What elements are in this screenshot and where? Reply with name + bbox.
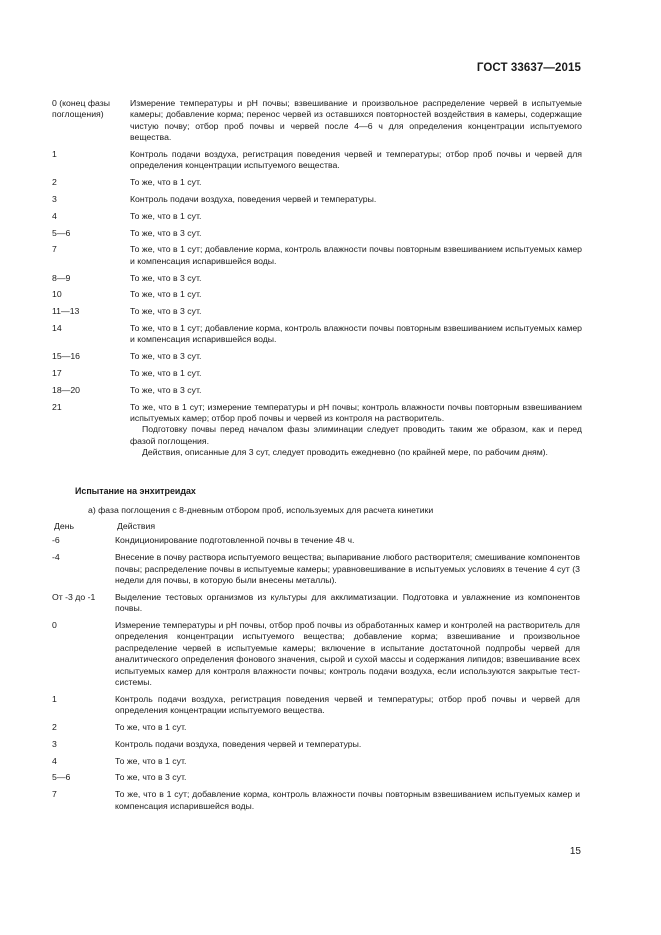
action-cell: То же, что в 3 сут. [130, 306, 202, 317]
table-row [52, 273, 582, 284]
day-cell: 5—6 [52, 227, 71, 238]
table-row [52, 211, 582, 222]
action-cell: То же, что в 3 сут. [130, 272, 202, 283]
table-row [52, 289, 582, 300]
table-row [52, 194, 582, 205]
action-cell: То же, что в 1 сут. [130, 210, 202, 221]
day-cell: 3 [52, 738, 57, 749]
table-row [52, 756, 580, 767]
action-cell: То же, что в 1 сут; добавление корма, контроль влажности почвы повторным взвешиванием испытуемых камер и компенсация испарившейся воды. [130, 244, 582, 266]
day-cell: 0 [52, 620, 57, 631]
table-row [52, 694, 580, 717]
action-cell: Измерение температуры и pH почвы, отбор проб почвы из обработанных камер и контролей на растворитель для определения концентрации испытуемого вещества; добавление корма; взвешивание и произвольное распределение червей в испытуемые камеры; включение в испытание достаточной подпробы червей для аналитического определения фонового значения, сырой и сухой массы и содержания липидов; взвешивание всех испытуемых камер для контроля влажности почвы; контроль подачи воздуха, если используются закрытые тест-системы. [115, 620, 580, 688]
action-cell: То же, что в 1 сут; добавление корма, контроль влажности почвы повторным взвешиванием испытуемых камер и компенсация испарившейся воды. [130, 323, 582, 345]
document-number: ГОСТ 33637—2015 [476, 62, 581, 74]
action-cell: То же, что в 1 сут. [130, 289, 202, 300]
day-cell: 18—20 [52, 384, 81, 395]
action-cell: То же, что в 3 сут. [115, 772, 187, 783]
action-cell: Кондиционирование подготовленной почвы в течение 48 ч. [115, 535, 355, 546]
day-cell: 1 [52, 693, 57, 704]
table-row [52, 552, 580, 586]
table-row [52, 368, 582, 379]
day-cell: 3 [52, 194, 57, 205]
day-cell: 1 [52, 149, 57, 160]
column-header-day: День [54, 521, 75, 531]
column-header-action: Действия [117, 521, 156, 531]
action-cell: То же, что в 1 сут; добавление корма, контроль влажности почвы повторным взвешиванием испытуемых камер и компенсация испарившейся воды. [115, 789, 580, 811]
action-cell: То же, что в 1 сут. [115, 722, 187, 733]
table-row [52, 772, 580, 783]
day-cell: -4 [52, 552, 60, 563]
action-cell: Выделение тестовых организмов из культуры для акклиматизации. Подготовка и увлажнение из компонентов почвы. [115, 591, 580, 614]
uptake-schedule-table [52, 521, 580, 817]
action-cell: Контроль подачи воздуха, поведения червей и температуры. [115, 738, 362, 749]
table-row [52, 722, 580, 733]
table-row [52, 592, 580, 615]
action-cell: То же, что в 3 сут. [130, 384, 202, 395]
action-cell: Контроль подачи воздуха, поведения червей и температуры. [130, 194, 377, 205]
day-cell: 2 [52, 722, 57, 733]
day-cell: 14 [52, 323, 62, 333]
day-cell: 21 [52, 401, 62, 412]
table-row [52, 323, 582, 346]
elimination-schedule-table [52, 98, 582, 464]
day-cell: 0 (конец фазы поглощения) [52, 98, 110, 120]
day-cell: 4 [52, 755, 57, 766]
table-row [52, 244, 582, 267]
day-cell: 17 [52, 368, 62, 378]
table-row [52, 385, 582, 396]
day-cell: 7 [52, 789, 57, 800]
day-cell: -6 [52, 535, 60, 546]
day-cell: 2 [52, 177, 57, 188]
table-row [52, 789, 580, 812]
table-row [52, 306, 582, 317]
action-cell: То же, что в 1 сут. [115, 755, 187, 766]
day-cell: 7 [52, 244, 57, 255]
action-cell: То же, что в 3 сут. [130, 351, 202, 362]
table-row [52, 98, 582, 144]
action-cell: То же, что в 1 сут; измерение температуры и pH почвы; контроль влажности почвы повторным взвешиванием испытуемых камер; отбор проб почвы и червей из контроля на растворитель. Подготовку почвы перед началом фазы элиминации следует проводить таким же образом, как и перед фазой поглощения. Действия, описанные для 3 сут, следует проводить ежедневно (по крайней мере, по рабочим дням). [130, 401, 582, 458]
day-cell: 4 [52, 210, 57, 221]
section-subtitle: а) фаза поглощения с 8-дневным отбором проб, используемых для расчета кинетики [88, 505, 434, 515]
action-cell: То же, что в 3 сут. [130, 227, 202, 238]
day-cell: 5—6 [52, 772, 71, 783]
table-row [52, 228, 582, 239]
action-cell: То же, что в 1 сут. [130, 177, 202, 188]
page-number: 15 [569, 846, 581, 857]
action-cell: Внесение в почву раствора испытуемого вещества; выпаривание любого растворителя; смешивание компонентов почвы; распределение почвы в испытуемые камеры; уравновешивание в испытуемых условиях в течение 4 сут (3 недели для почвы, в которую были внесены металлы). [115, 552, 580, 586]
table-header-row [52, 521, 580, 532]
day-cell: 8—9 [52, 272, 71, 283]
action-cell: Контроль подачи воздуха, регистрация поведения червей и температуры; отбор проб почвы и червей для определения концентрации испытуемого вещества. [130, 149, 582, 171]
table-row [52, 177, 582, 188]
table-row [52, 149, 582, 172]
table-row [52, 535, 580, 546]
day-cell: 11—13 [52, 306, 80, 317]
day-cell: 10 [52, 289, 62, 300]
action-cell: То же, что в 1 сут. [130, 368, 202, 378]
day-cell: От -3 до -1 [52, 591, 96, 602]
table-row [52, 739, 580, 750]
section-title: Испытание на энхитреидах [75, 486, 196, 496]
day-cell: 15—16 [52, 351, 81, 362]
table-row [52, 402, 582, 459]
table-row [52, 620, 580, 688]
action-cell: Измерение температуры и pH почвы; взвешивание и произвольное распределение червей в испытуемые камеры; добавление корма; перенос червей из оставшихся повторностей воздействия в камеры, содержащие чистую почву; отбор проб почвы и червей после 4—6 ч для определения концентрации испытуемого вещества. [130, 98, 582, 143]
table-row [52, 351, 582, 362]
action-cell: Контроль подачи воздуха, регистрация поведения червей и температуры; отбор проб почвы и червей для определения концентрации испытуемого вещества. [115, 693, 580, 716]
